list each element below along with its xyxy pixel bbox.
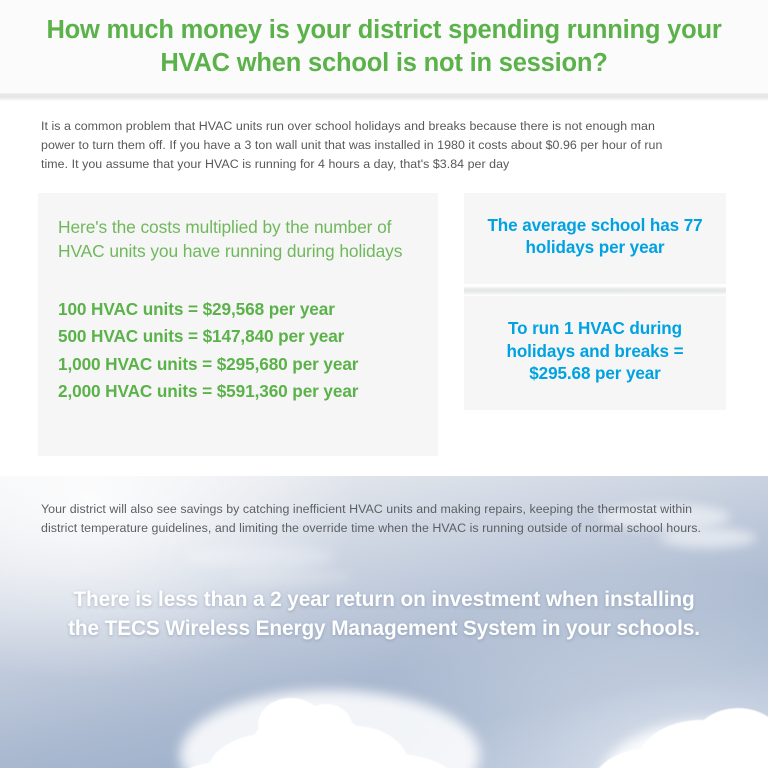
list-item: 100 HVAC units = $29,568 per year <box>58 298 335 319</box>
fact-box-single-hvac-cost: To run 1 HVAC during holidays and breaks = $295.68 per year <box>464 296 726 410</box>
panels-row <box>0 193 768 463</box>
intro-paragraph: It is a common problem that HVAC units run over school holidays and breaks because there is not enough man power to turn them off. If you have a 3 ton wall unit that was installed in 1980 it costs about $0.96 per hour of run time. It you assume that your HVAC is running for 4 hours a day, that's $3.84 per day <box>41 119 663 171</box>
fact-box-divider <box>464 284 726 296</box>
intro-section <box>0 101 768 174</box>
list-item: 500 HVAC units = $147,840 per year <box>58 326 345 347</box>
header-divider <box>0 92 768 101</box>
cost-breakdown-panel <box>38 193 438 456</box>
list-item: 2,000 HVAC units = $591,360 per year <box>58 381 359 402</box>
cloud-wisp-icon <box>230 568 350 586</box>
cloud-wisp-icon <box>186 546 336 568</box>
savings-caption: Your district will also see savings by catching inefficient HVAC units and making repairs, keeping the thermostat within district temperature guidelines, and limiting the override time when the HVAC is running outside of normal school hours. <box>41 502 702 536</box>
sky-section <box>0 476 768 768</box>
fact-box-holidays: The average school has 77 holidays per year <box>464 193 726 284</box>
page-header <box>0 0 768 92</box>
list-item: 1,000 HVAC units = $295,680 per year <box>58 353 359 374</box>
roi-headline: There is less than a 2 year return on investment when installing the TECS Wireless Energy Management System in your schools. <box>68 588 700 641</box>
cost-list <box>58 296 414 406</box>
page-title: How much money is your district spending running your HVAC when school is not in session? <box>46 15 722 77</box>
cloud-icon <box>300 704 352 748</box>
fact-boxes-column <box>464 193 726 411</box>
cost-panel-lead-text: Here's the costs multiplied by the number of HVAC units you have running during holidays <box>58 216 403 261</box>
cloud-icon <box>690 708 768 768</box>
